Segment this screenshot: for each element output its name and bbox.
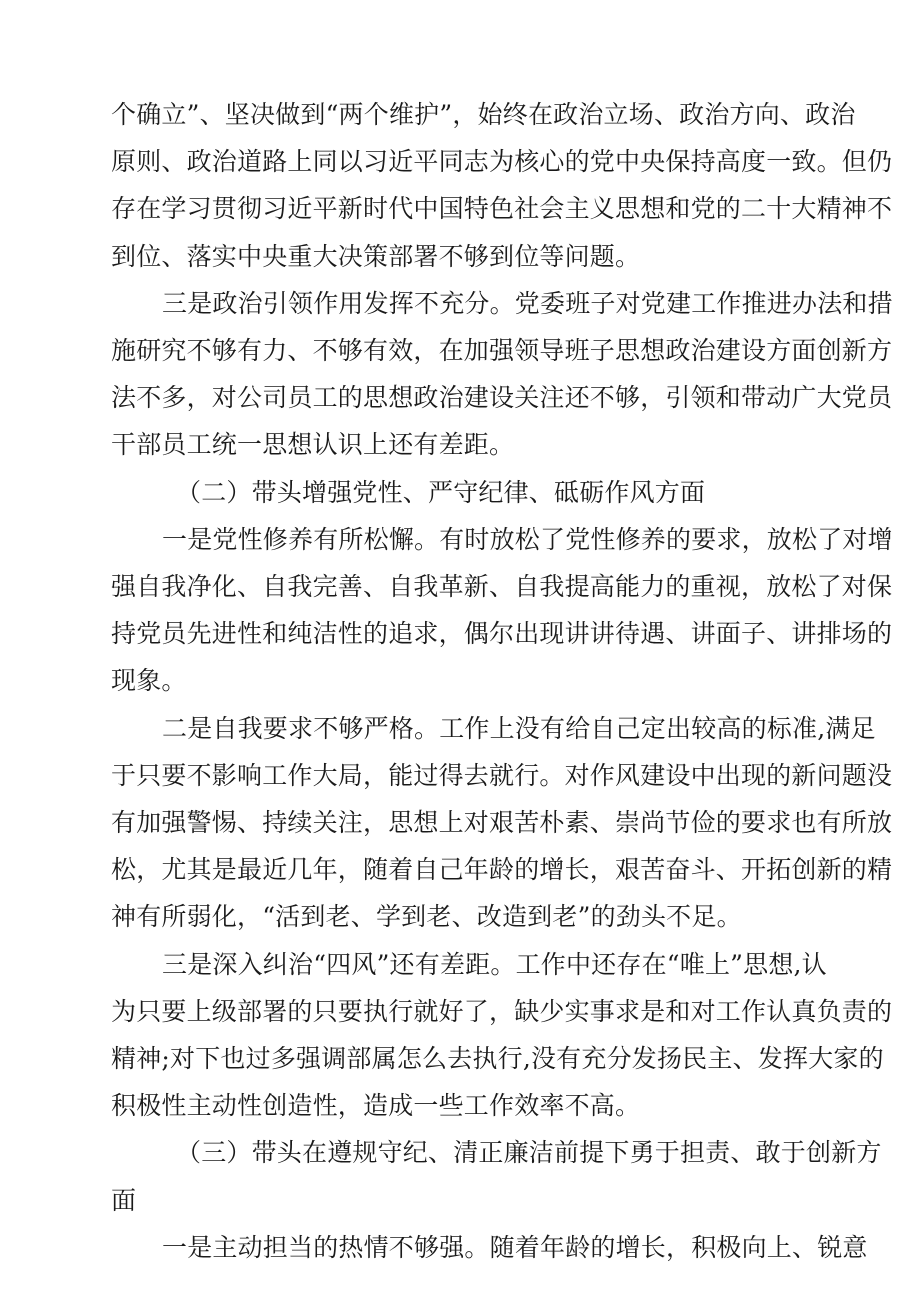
text-line: 为只要上级部署的只要执行就好了，缺少实事求是和对工作认真负责的 bbox=[111, 997, 893, 1026]
text-line: 持党员先进性和纯洁性的追求，偶尔出现讲讲待遇、讲面子、讲排场的 bbox=[111, 619, 893, 648]
text-line: 精神;对下也过多强调部属怎么去执行,没有充分发扬民主、发挥大家的 bbox=[111, 1044, 884, 1073]
text-line: 个确立”、坚决做到“两个维护”，始终在政治立场、政治方向、政治 bbox=[111, 100, 856, 129]
text-line: 松，尤其是最近几年，随着自己年龄的增长，艰苦奋斗、开拓创新的精 bbox=[111, 855, 893, 884]
text-line: 原则、政治道路上同以习近平同志为核心的党中央保持高度一致。但仍 bbox=[111, 147, 893, 176]
text-line: 强自我净化、自我完善、自我革新、自我提高能力的重视，放松了对保 bbox=[111, 572, 893, 601]
text-line: 一是主动担当的热情不够强。随着年龄的增长，积极向上、锐意 bbox=[162, 1233, 868, 1262]
text-line: 存在学习贯彻习近平新时代中国特色社会主义思想和党的二十大精神不 bbox=[111, 194, 893, 223]
text-line: 到位、落实中央重大决策部署不够到位等问题。 bbox=[111, 242, 641, 271]
text-line: 二是自我要求不够严格。工作上没有给自己定出较高的标准,满足 bbox=[162, 714, 876, 743]
text-line: 有加强警惕、持续关注，思想上对艰苦朴素、崇尚节俭的要求也有所放 bbox=[111, 808, 893, 837]
text-line: 积极性主动性创造性，造成一些工作效率不高。 bbox=[111, 1091, 641, 1120]
text-line: 三是深入纠治“四风”还有差距。工作中还存在“唯上”思想,认 bbox=[162, 950, 827, 979]
text-line: 神有所弱化，“活到老、学到老、改造到老”的劲头不足。 bbox=[111, 902, 742, 931]
text-line: 三是政治引领作用发挥不充分。党委班子对党建工作推进办法和措 bbox=[162, 289, 893, 318]
text-line: 现象。 bbox=[111, 666, 187, 695]
section-heading: （三）带头在遵规守纪、清正廉洁前提下勇于担责、敢于创新方 bbox=[176, 1138, 882, 1167]
text-line: 施研究不够有力、不够有效，在加强领导班子思想政治建设方面创新方 bbox=[111, 336, 893, 365]
text-line: 法不多，对公司员工的思想政治建设关注还不够，引领和带动广大党员 bbox=[111, 383, 893, 412]
text-line: 干部员工统一思想认识上还有差距。 bbox=[111, 430, 515, 459]
text-line: 于只要不影响工作大局，能过得去就行。对作风建设中出现的新问题没 bbox=[111, 761, 893, 790]
section-heading-continuation: 面 bbox=[111, 1186, 137, 1215]
text-line: 一是党性修养有所松懈。有时放松了党性修养的要求，放松了对增 bbox=[162, 525, 893, 554]
section-heading: （二）带头增强党性、严守纪律、砥砺作风方面 bbox=[176, 478, 706, 507]
